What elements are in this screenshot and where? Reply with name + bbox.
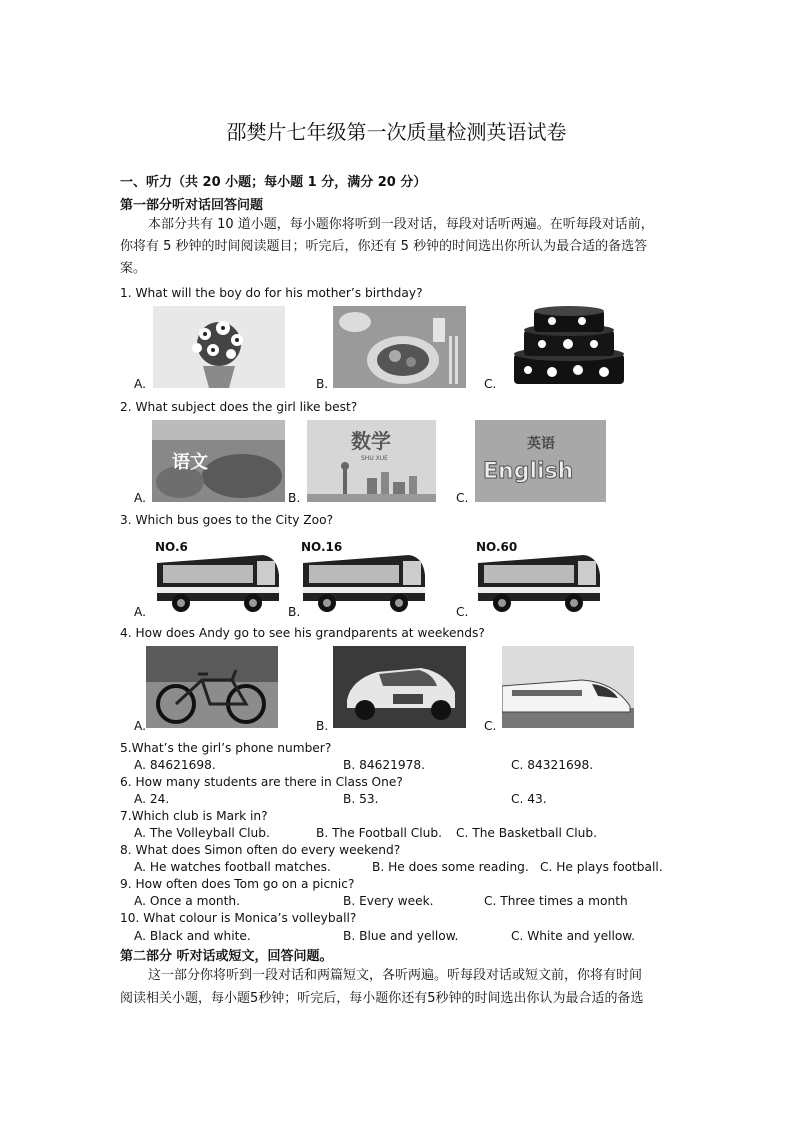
option-a: A. He watches football matches. bbox=[134, 860, 331, 874]
question-3: 3. Which bus goes to the City Zoo? bbox=[120, 513, 334, 527]
page-title: 邵樊片七年级第一次质量检测英语试卷 bbox=[226, 120, 567, 144]
option-label: C. bbox=[456, 491, 469, 505]
question-8: 8. What does Simon often do every weekend? bbox=[120, 843, 401, 857]
option-c: C. 84321698. bbox=[511, 758, 594, 772]
intro-line3: 案。 bbox=[120, 261, 147, 276]
book-subtitle-math: SHU XUE bbox=[361, 455, 388, 462]
book-title-chinese: 语文 bbox=[172, 452, 208, 473]
option-a: A. The Volleyball Club. bbox=[134, 826, 270, 840]
option-label: A. bbox=[134, 377, 146, 391]
bus-icon bbox=[474, 535, 604, 615]
option-label: C. bbox=[484, 377, 497, 391]
option-c: C. The Basketball Club. bbox=[456, 826, 597, 840]
option-a: A. Once a month. bbox=[134, 894, 241, 908]
option-c: C. He plays football. bbox=[540, 860, 663, 874]
layer-cake-icon bbox=[508, 306, 630, 388]
flower-bouquet-icon bbox=[153, 306, 285, 388]
option-label: B. bbox=[316, 719, 329, 733]
option-label: B. bbox=[288, 491, 301, 505]
question-10: 10. What colour is Monica’s volleyball? bbox=[120, 911, 357, 925]
option-b: B. 84621978. bbox=[343, 758, 426, 772]
option-b: B. He does some reading. bbox=[372, 860, 529, 874]
option-a: A. 84621698. bbox=[134, 758, 216, 772]
part2-heading: 第二部分 听对话或短文，回答问题。 bbox=[120, 949, 333, 964]
question-4: 4. How does Andy go to see his grandparents at weekends? bbox=[120, 626, 485, 640]
bicycle-icon bbox=[146, 646, 278, 728]
chinese-textbook-icon bbox=[152, 420, 285, 502]
bus-number: NO.6 bbox=[155, 540, 188, 554]
option-c: C. 43. bbox=[511, 792, 547, 806]
option-a: A. Black and white. bbox=[134, 929, 251, 943]
math-textbook-icon bbox=[307, 420, 436, 502]
question-6: 6. How many students are there in Class One? bbox=[120, 775, 403, 789]
question-5: 5.What’s the girl’s phone number? bbox=[120, 741, 332, 755]
option-a: A. 24. bbox=[134, 792, 170, 806]
option-c: C. White and yellow. bbox=[511, 929, 636, 943]
option-label: B. bbox=[316, 377, 329, 391]
part1-heading: 第一部分听对话回答问题 bbox=[120, 198, 264, 213]
option-c: C. Three times a month bbox=[484, 894, 628, 908]
bus-icon bbox=[299, 535, 429, 615]
option-b: B. Blue and yellow. bbox=[343, 929, 459, 943]
part2-line1: 这一部分你将听到一段对话和两篇短文，各听两遍。听每段对话或短文前，你将有时间 bbox=[148, 968, 643, 983]
question-9: 9. How often does Tom go on a picnic? bbox=[120, 877, 355, 891]
book-title-english: 英语 bbox=[527, 436, 555, 452]
bus-number: NO.16 bbox=[301, 540, 343, 554]
train-icon bbox=[502, 646, 634, 728]
english-textbook-icon bbox=[475, 420, 606, 502]
option-b: B. 53. bbox=[343, 792, 379, 806]
intro-line1: 本部分共有 10 道小题，每小题你将听到一段对话，每段对话听两遍。在听每段对话前， bbox=[148, 217, 654, 232]
option-label: A. bbox=[134, 491, 146, 505]
bus-icon bbox=[153, 535, 283, 615]
question-7: 7.Which club is Mark in? bbox=[120, 809, 268, 823]
option-label: C. bbox=[456, 605, 469, 619]
option-label: B. bbox=[288, 605, 301, 619]
option-label: C. bbox=[484, 719, 497, 733]
car-icon bbox=[333, 646, 466, 728]
question-1: 1. What will the boy do for his mother’s birthday? bbox=[120, 286, 423, 300]
option-label: A. bbox=[134, 719, 146, 733]
intro-line2: 你将有 5 秒钟的时间阅读题目；听完后，你还有 5 秒钟的时间选出你所认为最合适的备选答 bbox=[120, 239, 648, 254]
meal-plate-icon bbox=[333, 306, 466, 388]
book-title-math: 数学 bbox=[351, 429, 391, 453]
option-b: B. Every week. bbox=[343, 894, 434, 908]
option-b: B. The Football Club. bbox=[316, 826, 442, 840]
question-2: 2. What subject does the girl like best? bbox=[120, 400, 358, 414]
bus-number: NO.60 bbox=[476, 540, 518, 554]
book-subtitle-english: English bbox=[483, 459, 574, 484]
section1-heading: 一、听力（共 20 小题；每小题 1 分，满分 20 分） bbox=[120, 175, 427, 190]
part2-line2: 阅读相关小题，每小题5秒钟；听完后，每小题你还有5秒钟的时间选出你认为最合适的备选 bbox=[120, 991, 644, 1006]
option-label: A. bbox=[134, 605, 146, 619]
